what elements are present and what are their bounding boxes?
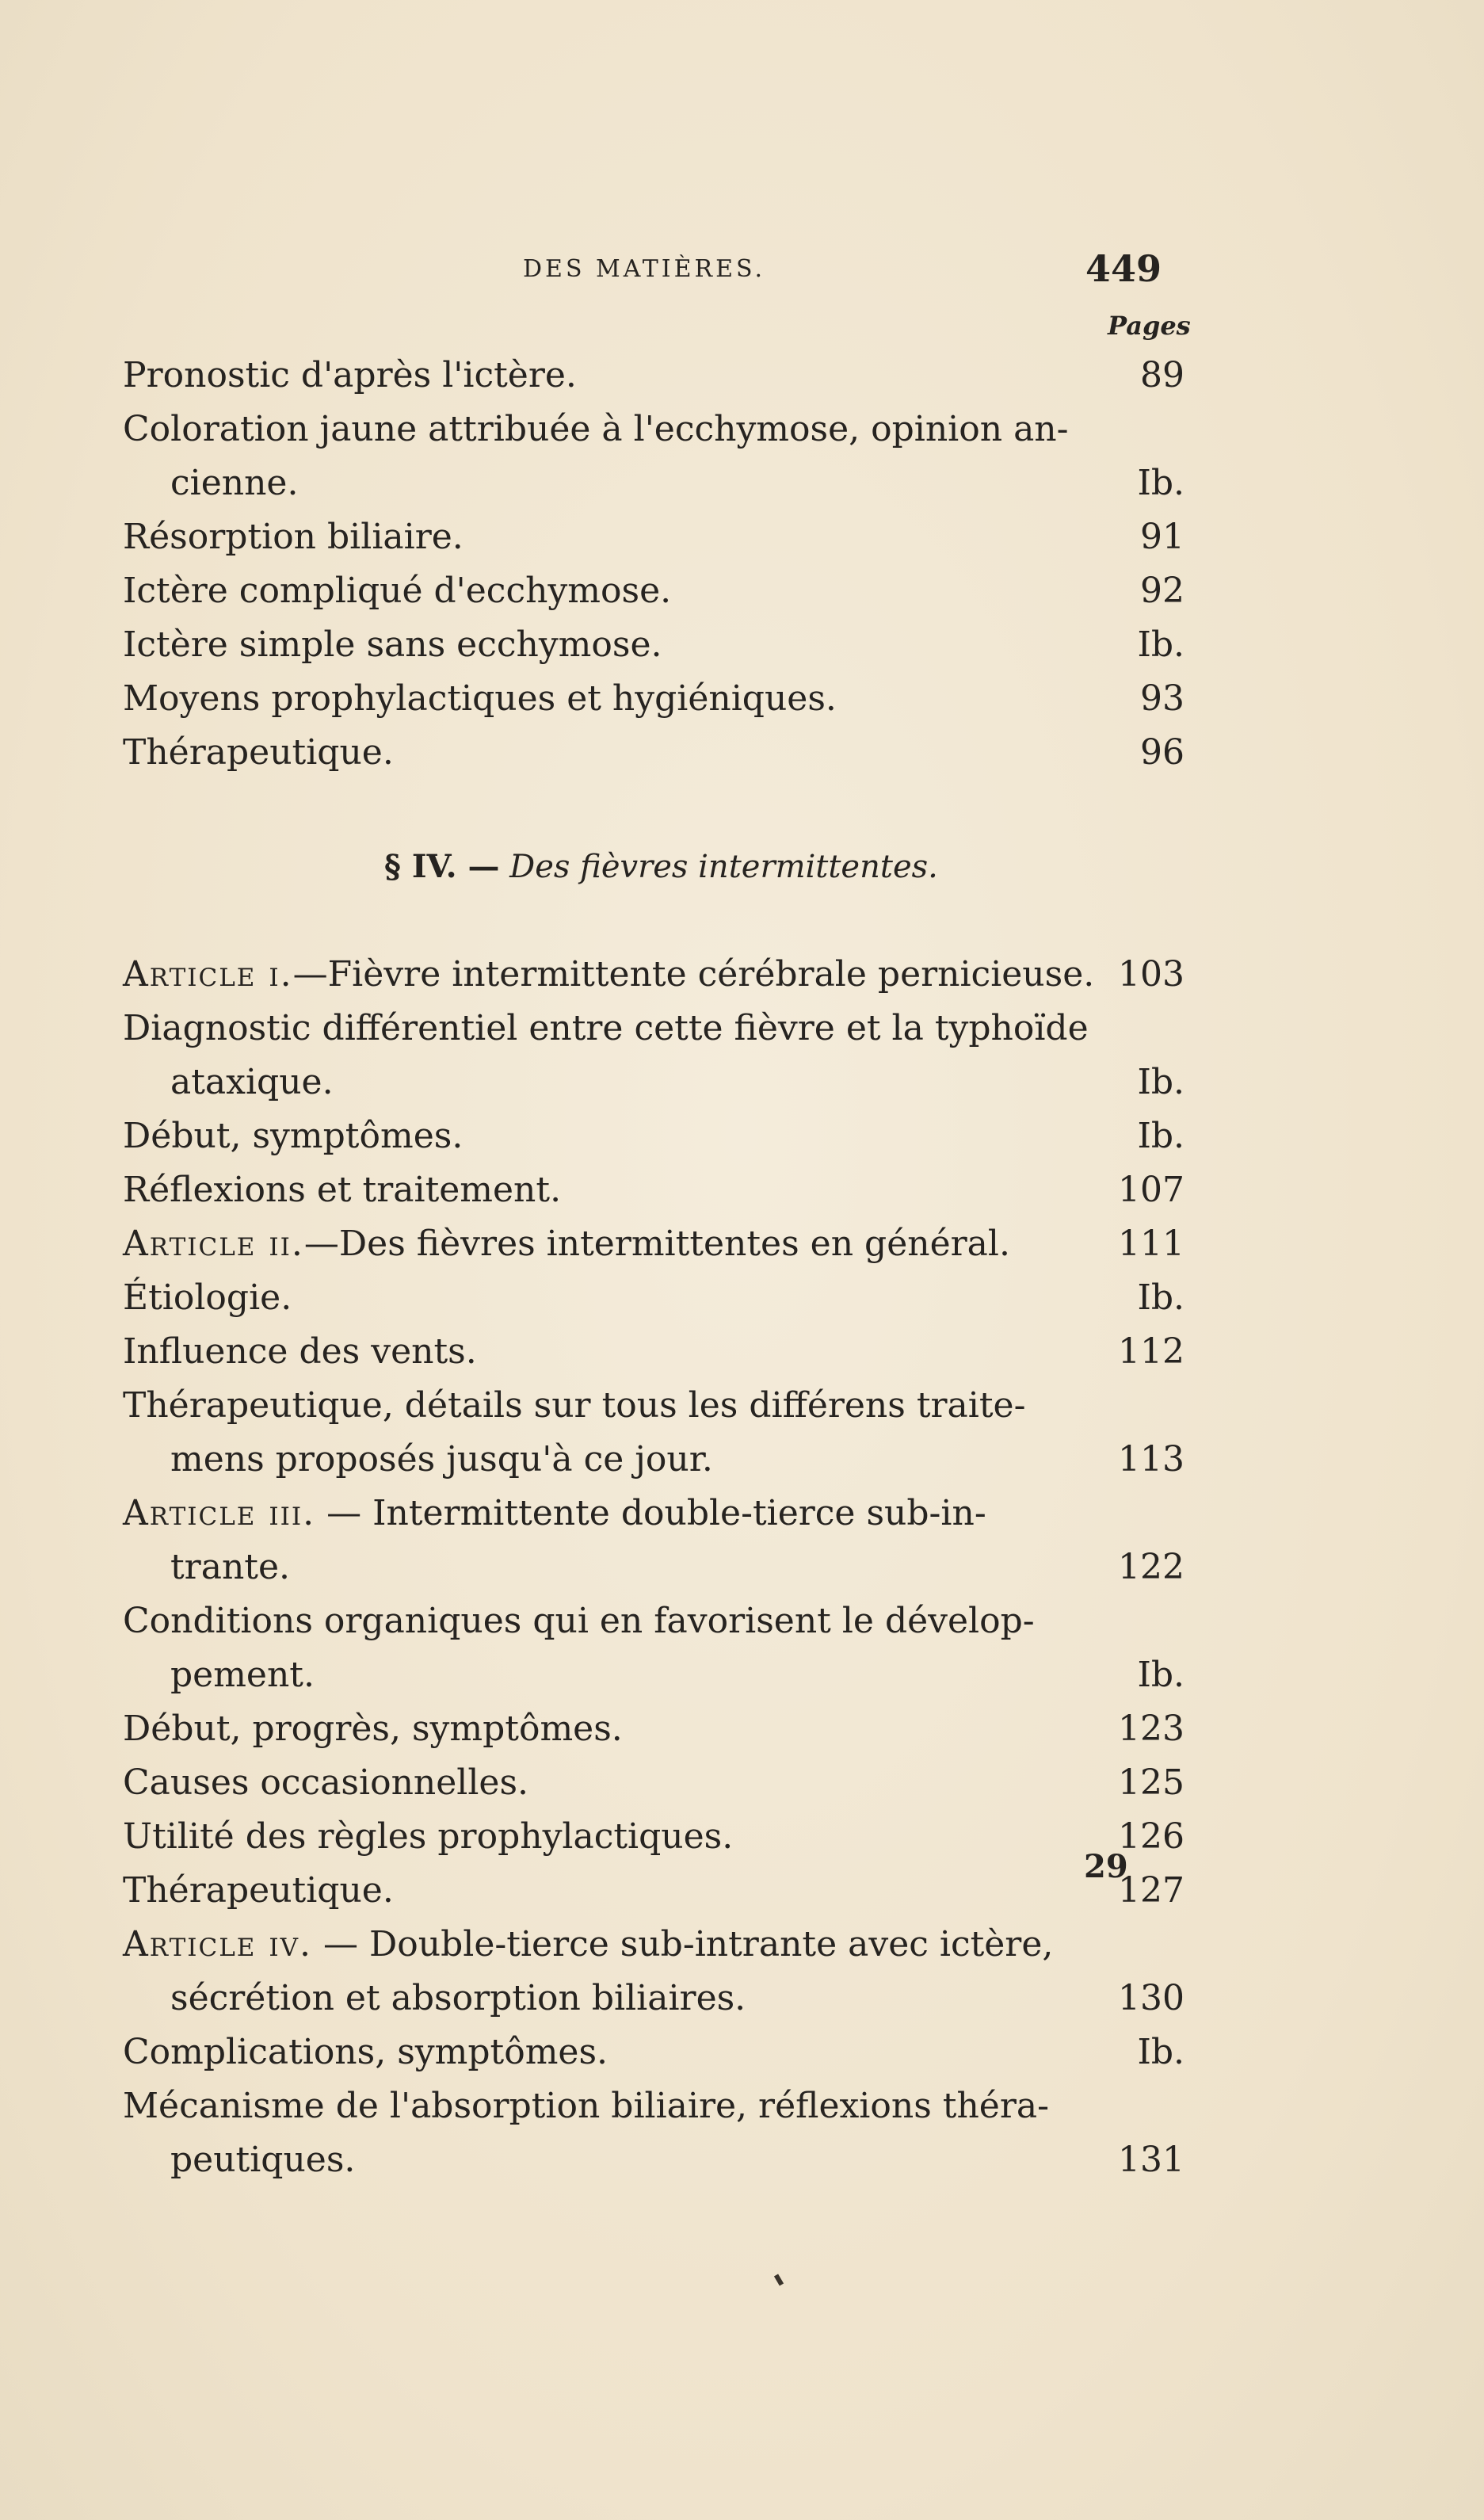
entry-title: Réflexions et traitement. [123, 1170, 562, 1210]
entry-text [170, 1433, 713, 1487]
entry-title: Début, progrès, symptômes. [123, 1709, 623, 1749]
entry-page-number: 130 [1118, 1978, 1185, 2018]
entry-page-number: Ib. [1137, 624, 1185, 665]
entry-text [123, 1379, 1025, 1433]
entry-page-number: 113 [1118, 1439, 1185, 1480]
index-entry [123, 1648, 1185, 1702]
index-entry [123, 1864, 1185, 1918]
entry-page-number: 127 [1118, 1870, 1185, 1911]
index-entry [123, 2026, 1185, 2079]
article-label: Article iv. [123, 1924, 313, 1964]
entry-title: —Des fièvres intermittentes en général. [303, 1224, 1010, 1264]
index-entry [123, 1594, 1185, 1648]
entry-title: Complications, symptômes. [123, 2032, 608, 2072]
entry-page-number: Ib. [1137, 1655, 1185, 1695]
entry-text [123, 1163, 561, 1217]
index-entries-bottom [123, 948, 1185, 2187]
index-entry [123, 456, 1185, 510]
index-entry [123, 1217, 1185, 1271]
entry-title: Moyens prophylactiques et hygiéniques. [123, 678, 837, 719]
index-entries-top [123, 349, 1185, 780]
entry-title: Pronostic d'après l'ictère. [123, 355, 577, 395]
entry-text [123, 1810, 733, 1864]
entry-text [123, 510, 464, 564]
entry-page-number: 126 [1118, 1816, 1185, 1857]
entry-title: Mécanisme de l'absorption biliaire, réflexions théra- [123, 2086, 1049, 2126]
entry-text [123, 726, 394, 780]
ink-speck [774, 2274, 784, 2285]
entry-title: Ictère simple sans ecchymose. [123, 624, 662, 665]
entry-text [123, 403, 1069, 456]
entry-page-number: Ib. [1137, 1062, 1185, 1102]
entry-text [123, 1864, 394, 1918]
entry-title: pement. [170, 1655, 315, 1695]
index-entry [123, 564, 1185, 618]
entry-title: Conditions organiques qui en favorisent le dévelop- [123, 1601, 1035, 1641]
entry-text [170, 456, 298, 510]
index-entry [123, 349, 1185, 403]
entry-page-number: Ib. [1137, 463, 1185, 503]
entry-page-number: 89 [1140, 355, 1185, 395]
section-mark: § IV. — [384, 848, 500, 885]
index-entry [123, 2079, 1185, 2133]
index-entry [123, 1810, 1185, 1864]
entry-text [123, 1487, 986, 1541]
entry-title: Influence des vents. [123, 1331, 477, 1372]
entry-page-number: 111 [1118, 1224, 1185, 1264]
index-entry [123, 1002, 1185, 1056]
entry-title: Thérapeutique. [123, 732, 394, 773]
entry-title: —Fièvre intermittente cérébrale pernicieuse. [292, 954, 1095, 995]
entry-text [170, 1541, 290, 1594]
entry-page-number: 107 [1118, 1170, 1185, 1210]
entry-page-number: Ib. [1137, 2032, 1185, 2072]
entry-title: Thérapeutique, détails sur tous les différens traite- [123, 1385, 1026, 1426]
index-entry [123, 510, 1185, 564]
index-entry [123, 1702, 1185, 1756]
index-entry [123, 1918, 1185, 1972]
entry-text [170, 1648, 315, 1702]
entry-text [123, 349, 577, 403]
entry-text [123, 1756, 528, 1810]
entry-title: mens proposés jusqu'à ce jour. [170, 1439, 713, 1480]
entry-title: — Intermittente double-tierce sub-in- [315, 1493, 986, 1533]
entry-page-number: Ib. [1137, 1116, 1185, 1156]
index-entry [123, 1972, 1185, 2026]
entry-text [170, 2133, 355, 2187]
entry-text [123, 564, 671, 618]
entry-title: Ictère compliqué d'ecchymose. [123, 571, 672, 611]
section-title: Des fièvres intermittentes. [509, 849, 938, 885]
entry-page-number: Ib. [1137, 1277, 1185, 1318]
entry-title: Étiologie. [123, 1277, 292, 1318]
index-entry [123, 1325, 1185, 1379]
entry-text [123, 1271, 292, 1325]
index-entry [123, 948, 1185, 1002]
entry-page-number: 96 [1140, 732, 1185, 773]
article-label: Article ii. [123, 1224, 304, 1264]
entry-title: peutiques. [170, 2140, 356, 2180]
index-entry [123, 1433, 1185, 1487]
section-heading [384, 848, 938, 885]
entry-title: Causes occasionnelles. [123, 1762, 529, 1803]
index-entry [123, 1271, 1185, 1325]
entry-text [123, 2026, 608, 2079]
entry-text [123, 618, 662, 672]
entry-text [170, 1056, 334, 1109]
entry-page-number: 93 [1140, 678, 1185, 719]
entry-page-number: 131 [1118, 2140, 1185, 2180]
entry-text [123, 948, 1094, 1002]
entry-title: Coloration jaune attribuée à l'ecchymose, opinion an- [123, 409, 1069, 449]
entry-page-number: 123 [1118, 1709, 1185, 1749]
entry-page-number: 92 [1140, 571, 1185, 611]
entry-title: Début, symptômes. [123, 1116, 464, 1156]
index-entry [123, 1756, 1185, 1810]
article-label: Article i. [123, 954, 293, 995]
entry-text [123, 672, 837, 726]
running-title: DES MATIÈRES. [523, 255, 766, 283]
entry-title: ataxique. [170, 1062, 334, 1102]
index-entry [123, 2133, 1185, 2187]
entry-page-number: 91 [1140, 517, 1185, 557]
entry-page-number: 125 [1118, 1762, 1185, 1803]
index-entry [123, 1109, 1185, 1163]
entry-title: trante. [170, 1547, 290, 1587]
entry-text [123, 1217, 1010, 1271]
index-entry [123, 618, 1185, 672]
entry-title: sécrétion et absorption biliaires. [170, 1978, 746, 2018]
entry-title: Utilité des règles prophylactiques. [123, 1816, 734, 1857]
signature-mark: 29 [1084, 1848, 1128, 1885]
entry-title: — Double-tierce sub-intrante avec ictère, [312, 1924, 1054, 1964]
entry-title: Résorption biliaire. [123, 517, 464, 557]
index-entry [123, 672, 1185, 726]
entry-page-number: 103 [1118, 954, 1185, 995]
index-entry [123, 403, 1185, 456]
entry-text [123, 2079, 1049, 2133]
index-entry [123, 1163, 1185, 1217]
index-entry [123, 1541, 1185, 1594]
entry-text [123, 1002, 1089, 1056]
entry-title: Thérapeutique. [123, 1870, 394, 1911]
article-label: Article iii. [123, 1493, 316, 1533]
entry-text [123, 1594, 1035, 1648]
entry-text [123, 1702, 623, 1756]
entry-text [123, 1918, 1053, 1972]
entry-text [123, 1325, 477, 1379]
entry-title: Diagnostic différentiel entre cette fièvre et la typhoïde [123, 1008, 1089, 1048]
entry-text [123, 1109, 463, 1163]
index-entry [123, 726, 1185, 780]
entry-page-number: 122 [1118, 1547, 1185, 1587]
entry-text [170, 1972, 746, 2026]
entry-page-number: 112 [1118, 1331, 1185, 1372]
index-entry [123, 1056, 1185, 1109]
page-number: 449 [1085, 247, 1162, 290]
index-entry [123, 1487, 1185, 1541]
pages-column-label: Pages [1108, 311, 1191, 341]
entry-title: cienne. [170, 463, 299, 503]
index-entry [123, 1379, 1185, 1433]
